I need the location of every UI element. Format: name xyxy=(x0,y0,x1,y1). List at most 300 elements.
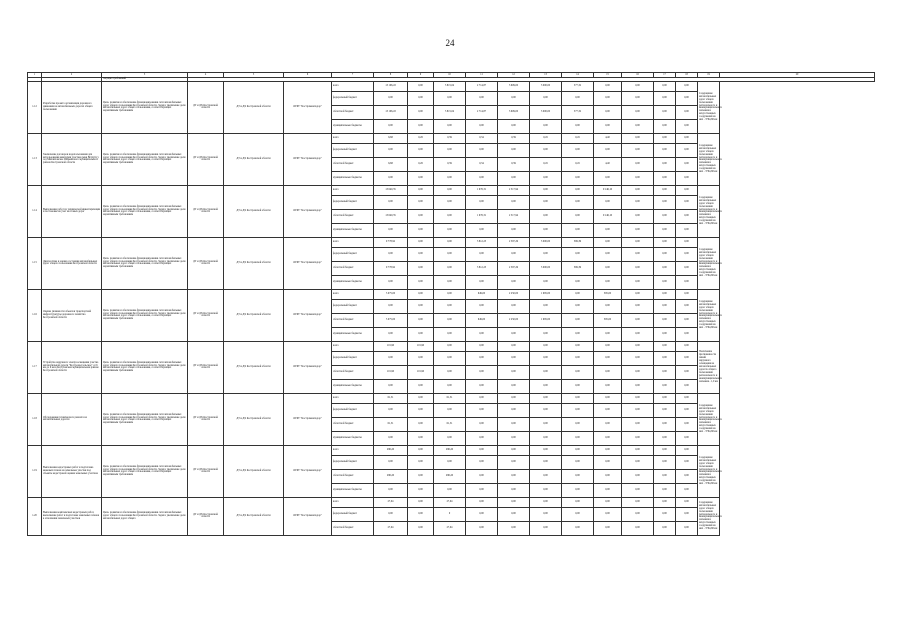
funding-value: 0,00 xyxy=(408,299,434,313)
funding-value: 0,00 xyxy=(622,143,654,157)
funding-source: муниципальные бюджеты xyxy=(332,483,374,497)
funding-value: 0,00 xyxy=(374,327,408,341)
funding-value: 0,00 xyxy=(594,327,622,341)
funding-value: 0,00 xyxy=(594,521,622,535)
funding-value: 0,00 xyxy=(594,341,622,351)
funding-value: 13 640,35 xyxy=(374,185,408,195)
funding-value: 0,00 xyxy=(530,143,562,157)
funding-value: 0,00 xyxy=(498,119,530,133)
funding-value: 0,00 xyxy=(562,223,594,237)
item-number: 1.20 xyxy=(28,497,42,535)
funding-value: 0,00 xyxy=(676,507,698,521)
funding-source: областной бюджет xyxy=(332,521,374,535)
funding-value: 0,00 xyxy=(434,289,466,299)
funding-value: 5 075,00 xyxy=(374,313,408,327)
funding-value: 0,00 xyxy=(676,417,698,431)
funding-value: 3 000,00 xyxy=(530,261,562,275)
item-executor: ДТ и ДХ Костромской области xyxy=(224,341,284,393)
funding-value: 0,00 xyxy=(434,379,466,393)
funding-value: 0 xyxy=(434,507,466,521)
funding-value: 0,00 xyxy=(654,497,676,507)
funding-value: 0,00 xyxy=(622,521,654,535)
funding-source: областной бюджет xyxy=(332,105,374,119)
funding-value: 577,32 xyxy=(562,105,594,119)
funding-value: 0,00 xyxy=(622,327,654,341)
funding-value: 101,90 xyxy=(408,365,434,379)
funding-value: 0,00 xyxy=(562,195,594,209)
funding-value: 0,00 xyxy=(498,445,530,455)
funding-value: 0,00 xyxy=(434,365,466,379)
funding-value: 13 106,43 xyxy=(374,105,408,119)
funding-value: 0,00 xyxy=(594,223,622,237)
column-number-13: 13 xyxy=(530,73,562,78)
funding-value: 0,00 xyxy=(654,275,676,289)
page-number: 24 xyxy=(445,38,455,48)
column-number-20: 20 xyxy=(720,73,875,78)
item-number: 1.17 xyxy=(28,341,42,393)
funding-value: 0,00 xyxy=(676,91,698,105)
column-number-2: 2 xyxy=(42,73,102,78)
funding-value: 0,00 xyxy=(622,365,654,379)
funding-value: 0,00 xyxy=(622,313,654,327)
funding-value: 0,00 xyxy=(622,185,654,195)
item-participant: ОГБУ "Костромаавтодор" xyxy=(284,133,332,185)
funding-value: 0,00 xyxy=(408,223,434,237)
funding-value: 0,34 xyxy=(466,157,498,171)
table-row xyxy=(28,237,875,247)
funding-source: областной бюджет xyxy=(332,157,374,171)
column-number-15: 15 xyxy=(594,73,622,78)
funding-value: 0,00 xyxy=(654,521,676,535)
column-number-18: 18 xyxy=(676,73,698,78)
funding-value: 0,00 xyxy=(562,507,594,521)
funding-value: 0,00 xyxy=(408,119,434,133)
funding-value: 0,00 xyxy=(622,195,654,209)
continuation-text: текущих требований xyxy=(102,78,188,82)
item-goal-task: Цель: развитие и обеспечение функционирования сети автомобильных дорог общего пользования Костромской области. Задача: увеличение доли автомобильных дорог общего пользования, соответствующих нормативным требованиям xyxy=(102,237,188,289)
column-number-16: 16 xyxy=(622,73,654,78)
funding-value: 0,00 xyxy=(498,247,530,261)
funding-value: 0,00 xyxy=(676,341,698,351)
funding-value: 0,00 xyxy=(530,119,562,133)
funding-value: 0,00 xyxy=(408,379,434,393)
funding-value: 0,45 xyxy=(562,157,594,171)
funding-value: 0,00 xyxy=(676,521,698,535)
funding-value: 0,00 xyxy=(594,365,622,379)
funding-value: 0,00 xyxy=(434,91,466,105)
funding-value: 0,00 xyxy=(466,119,498,133)
funding-value: 286,20 xyxy=(434,469,466,483)
column-number-14: 14 xyxy=(562,73,594,78)
funding-value: 0,00 xyxy=(498,275,530,289)
funding-value: 0,00 xyxy=(498,507,530,521)
funding-value: 395,00 xyxy=(594,289,622,299)
item-responsible: ДТ и ДХ Костромской области xyxy=(188,185,224,237)
funding-value: 0,00 xyxy=(562,403,594,417)
item-expected-result: Содержание автомобильных дорог общего пользования регионального и межмуниципального значения и искусственных сооружений на них - 3764,68 км xyxy=(698,133,720,185)
funding-value: 0,00 xyxy=(654,417,676,431)
funding-value: 0,00 xyxy=(498,497,530,507)
funding-value: 0,00 xyxy=(562,341,594,351)
funding-source: федеральный бюджет xyxy=(332,247,374,261)
funding-value: 0,00 xyxy=(466,351,498,365)
column-number-3: 3 xyxy=(102,73,188,78)
funding-value: 0,00 xyxy=(594,247,622,261)
funding-source: муниципальные бюджеты xyxy=(332,431,374,445)
funding-value: 0,00 xyxy=(374,483,408,497)
table-row xyxy=(28,185,875,195)
funding-value: 0,00 xyxy=(408,171,434,185)
item-goal-task: Цель: развитие и обеспечение функционирования сети автомобильных дорог общего пользования Костромской области. Задача: увеличение доли автомобильных дорог общего пользования, соответствующих нормативным требованиям xyxy=(102,445,188,497)
funding-value: 0,00 xyxy=(434,341,466,351)
funding-value: 0,00 xyxy=(466,507,498,521)
funding-source: всего xyxy=(332,185,374,195)
funding-value: 0,00 xyxy=(654,403,676,417)
funding-value: 0,00 xyxy=(530,403,562,417)
funding-value: 0,00 xyxy=(654,237,676,247)
funding-value: 0,00 xyxy=(562,275,594,289)
funding-value: 0,00 xyxy=(654,91,676,105)
funding-value: 0,00 xyxy=(654,157,676,171)
funding-value: 0,00 xyxy=(466,455,498,469)
column-number-11: 11 xyxy=(466,73,498,78)
funding-value: 0,00 xyxy=(434,403,466,417)
funding-value: 369,39 xyxy=(562,237,594,247)
table-row xyxy=(28,81,875,91)
item-executor: ДТ и ДХ Костромской области xyxy=(224,185,284,237)
funding-value: 0,00 xyxy=(530,275,562,289)
funding-value: 0,00 xyxy=(594,445,622,455)
funding-value: 0,00 xyxy=(562,445,594,455)
funding-source: муниципальные бюджеты xyxy=(332,119,374,133)
funding-value: 0,00 xyxy=(676,455,698,469)
funding-value: 0,00 xyxy=(562,171,594,185)
funding-value: 0,00 xyxy=(622,261,654,275)
funding-value: 0,00 xyxy=(654,171,676,185)
funding-value: 0,00 xyxy=(676,497,698,507)
funding-value: 0,00 xyxy=(622,171,654,185)
funding-value: 0,00 xyxy=(654,143,676,157)
funding-value: 0,00 xyxy=(408,521,434,535)
table-row xyxy=(28,497,875,507)
funding-value: 0,00 xyxy=(622,133,654,143)
funding-value: 0,00 xyxy=(622,497,654,507)
funding-value: 0,00 xyxy=(676,261,698,275)
item-number: 1.15 xyxy=(28,237,42,289)
funding-value: 0,45 xyxy=(530,133,562,143)
funding-value: 9 146,10 xyxy=(594,209,622,223)
item-participant: ОГБУ "Костромаавтодор" xyxy=(284,393,332,445)
funding-source: муниципальные бюджеты xyxy=(332,327,374,341)
funding-value: 0,00 xyxy=(434,171,466,185)
funding-value: 0,00 xyxy=(466,483,498,497)
funding-value: 0,00 xyxy=(654,209,676,223)
funding-value: 61,51 xyxy=(374,393,408,403)
item-executor: ДТ и ДХ Костромской области xyxy=(224,81,284,133)
funding-value: 1 995,00 xyxy=(530,289,562,299)
item-name: Выполнение комплексных кадастровых работ, выполнение работ и подготовка земельных планов в отношении земельных участков xyxy=(42,497,102,535)
funding-value: 0,00 xyxy=(654,341,676,351)
funding-value: 0,00 xyxy=(408,261,434,275)
funding-value: 0,00 xyxy=(594,91,622,105)
funding-value: 2 597,29 xyxy=(498,237,530,247)
funding-value: 0,00 xyxy=(562,393,594,403)
funding-value: 0,00 xyxy=(676,143,698,157)
funding-value: 0,00 xyxy=(676,327,698,341)
funding-value: 0,00 xyxy=(434,223,466,237)
funding-value: 61,51 xyxy=(434,393,466,403)
funding-value: 5 815,04 xyxy=(434,105,466,119)
funding-value: 0,00 xyxy=(498,91,530,105)
column-number-6: 6 xyxy=(284,73,332,78)
item-expected-result: Увеличение протяженности линий наружного освещения на автомобильных дорогах общего пользования регионального и межмуниципального значения - 1,0 км xyxy=(698,341,720,393)
funding-value: 0,00 xyxy=(498,327,530,341)
item-responsible: ДТ и ДХ Костромской области xyxy=(188,237,224,289)
funding-value: 0,00 xyxy=(530,379,562,393)
funding-value: 0,00 xyxy=(676,171,698,185)
funding-value: 0,00 xyxy=(654,313,676,327)
funding-value: 0,00 xyxy=(498,483,530,497)
funding-value: 0,00 xyxy=(676,223,698,237)
funding-value: 0,00 xyxy=(434,351,466,365)
item-executor: ДТ и ДХ Костромской области xyxy=(224,289,284,341)
funding-value: 0,00 xyxy=(622,247,654,261)
funding-value: 0,00 xyxy=(676,289,698,299)
funding-source: федеральный бюджет xyxy=(332,91,374,105)
funding-value: 0,00 xyxy=(408,185,434,195)
funding-value: 0,00 xyxy=(654,299,676,313)
funding-value: 0,00 xyxy=(466,521,498,535)
funding-source: федеральный бюджет xyxy=(332,507,374,521)
table-row xyxy=(28,445,875,455)
funding-value: 0,00 xyxy=(434,483,466,497)
funding-value: 0,00 xyxy=(622,209,654,223)
funding-value: 0,00 xyxy=(594,417,622,431)
funding-value: 0,00 xyxy=(466,299,498,313)
funding-value: 4,40 xyxy=(594,133,622,143)
funding-value: 0,00 xyxy=(374,379,408,393)
funding-value: 0,00 xyxy=(434,237,466,247)
funding-value: 0,26 xyxy=(408,133,434,143)
item-executor: ДТ и ДХ Костромской области xyxy=(224,133,284,185)
funding-value: 0,00 xyxy=(408,469,434,483)
funding-value: 2 517,94 xyxy=(498,185,530,195)
item-responsible: ДТ и ДХ Костромской области xyxy=(188,445,224,497)
funding-source: областной бюджет xyxy=(332,261,374,275)
item-number: 1.16 xyxy=(28,289,42,341)
funding-source: всего xyxy=(332,445,374,455)
funding-value: 0,00 xyxy=(654,119,676,133)
funding-value: 0,45 xyxy=(562,133,594,143)
funding-value: 577,32 xyxy=(562,81,594,91)
funding-source: муниципальные бюджеты xyxy=(332,171,374,185)
item-name: Обследование технического ремонта на автомобильных дорогах xyxy=(42,393,102,445)
funding-value: 0,00 xyxy=(654,105,676,119)
funding-value: 0,00 xyxy=(654,379,676,393)
item-name: Разработка проекта организации дорожного движения на автомобильных дорогах общего пользования xyxy=(42,81,102,133)
funding-value: 0,00 xyxy=(408,289,434,299)
funding-value: 27,04 xyxy=(434,521,466,535)
funding-value: 5 815,04 xyxy=(434,81,466,91)
funding-value: 0,00 xyxy=(622,299,654,313)
funding-value: 0,00 xyxy=(466,275,498,289)
funding-source: областной бюджет xyxy=(332,417,374,431)
funding-value: 0,00 xyxy=(622,223,654,237)
funding-value: 0,00 xyxy=(498,379,530,393)
funding-value: 0,00 xyxy=(622,351,654,365)
item-expected-result: Содержание автомобильных дорог общего пользования регионального и межмуниципального значения и искусственных сооружений на них - 3764,68 км xyxy=(698,289,720,341)
funding-value: 0,00 xyxy=(466,143,498,157)
funding-value: 0,00 xyxy=(408,455,434,469)
funding-value: 0,00 xyxy=(676,445,698,455)
funding-value: 395,00 xyxy=(594,313,622,327)
funding-value: 369,39 xyxy=(562,261,594,275)
item-name: Устройство наружного электроосвещения участка автомобильной дороги "Кострома-Сельское" от 6 км до 9 км в Костромском муниципальном районе Костромской области xyxy=(42,341,102,393)
funding-value: 0,00 xyxy=(594,261,622,275)
funding-value: 0,00 xyxy=(676,247,698,261)
funding-source: муниципальные бюджеты xyxy=(332,275,374,289)
funding-value: 0,00 xyxy=(374,507,408,521)
funding-value: 0,00 xyxy=(530,393,562,403)
funding-value: 0,00 xyxy=(530,195,562,209)
funding-value: 0,00 xyxy=(676,157,698,171)
funding-value: 0,00 xyxy=(466,403,498,417)
funding-value: 0,00 xyxy=(654,185,676,195)
funding-value: 0,00 xyxy=(594,237,622,247)
funding-value: 0,00 xyxy=(676,313,698,327)
funding-value: 0,00 xyxy=(530,497,562,507)
item-expected-result: Содержание автомобильных дорог общего пользования регионального и межмуниципального значения и искусственных сооружений на них - 3764,68 км xyxy=(698,81,720,133)
funding-source: федеральный бюджет xyxy=(332,403,374,417)
funding-value: 0,00 xyxy=(654,431,676,445)
funding-value: 0,00 xyxy=(622,237,654,247)
funding-value: 0,00 xyxy=(676,81,698,91)
funding-value: 0,00 xyxy=(374,119,408,133)
funding-value: 0,00 xyxy=(408,403,434,417)
funding-value: 0,00 xyxy=(622,289,654,299)
funding-value: 0,00 xyxy=(676,185,698,195)
funding-value: 0,00 xyxy=(530,185,562,195)
funding-value: 0,00 xyxy=(498,195,530,209)
funding-value: 286,20 xyxy=(374,469,408,483)
funding-value: 27,04 xyxy=(374,497,408,507)
funding-value: 101,90 xyxy=(374,365,408,379)
funding-value: 0,00 xyxy=(498,417,530,431)
item-goal-task: Цель: развитие и обеспечение функционирования сети автомобильных дорог общего пользования Костромской области. Задача: увеличение доли автомобильных дорог общего xyxy=(102,497,188,535)
funding-value: 0,00 xyxy=(408,497,434,507)
funding-value: 0,00 xyxy=(562,299,594,313)
funding-value: 286,20 xyxy=(434,445,466,455)
funding-value: 0,00 xyxy=(676,133,698,143)
funding-value: 3 609,00 xyxy=(498,81,530,91)
funding-value: 0,00 xyxy=(676,365,698,379)
funding-value: 101,90 xyxy=(374,341,408,351)
funding-value: 0,00 xyxy=(466,327,498,341)
funding-value: 2 597,29 xyxy=(498,261,530,275)
funding-value: 0,00 xyxy=(594,275,622,289)
item-goal-task: Цель: развитие и обеспечение функционирования сети автомобильных дорог общего пользования Костромской области. Задача: увеличение доли автомобильных дорог общего пользования, соответствующих нормативным требованиям xyxy=(102,289,188,341)
funding-value: 0,39 xyxy=(434,133,466,143)
funding-value: 0,00 xyxy=(408,393,434,403)
funding-value: 3 812,23 xyxy=(466,261,498,275)
funding-value: 0,00 xyxy=(622,469,654,483)
funding-value: 0,00 xyxy=(466,247,498,261)
funding-source: всего xyxy=(332,133,374,143)
column-number-19: 19 xyxy=(698,73,720,78)
funding-value: 3 000,00 xyxy=(530,81,562,91)
funding-value: 0,00 xyxy=(374,247,408,261)
funding-value: 9 778,92 xyxy=(374,261,408,275)
funding-value: 0,00 xyxy=(530,445,562,455)
funding-value: 0,00 xyxy=(374,275,408,289)
funding-value: 0,00 xyxy=(622,275,654,289)
funding-value: 0,00 xyxy=(562,469,594,483)
funding-value: 0,00 xyxy=(676,209,698,223)
item-goal-task: Цель: развитие и обеспечение функционирования сети автомобильных дорог общего пользования Костромской области. Задача: увеличение доли автомобильных дорог общего пользования, соответствующих нормативным требованиям xyxy=(102,341,188,393)
funding-value: 0,00 xyxy=(530,299,562,313)
funding-source: всего xyxy=(332,497,374,507)
funding-value: 0,00 xyxy=(654,445,676,455)
funding-value: 0,00 xyxy=(530,507,562,521)
item-executor: ДТ и ДХ Костромской области xyxy=(224,445,284,497)
funding-value: 2 714,87 xyxy=(466,105,498,119)
funding-value: 0,00 xyxy=(594,351,622,365)
funding-value: 0,00 xyxy=(562,455,594,469)
funding-value: 0,00 xyxy=(676,237,698,247)
funding-value: 0,00 xyxy=(654,455,676,469)
item-responsible: ДТ и ДХ Костромской области xyxy=(188,497,224,535)
funding-value: 2 714,87 xyxy=(466,81,498,91)
funding-value: 0,00 xyxy=(676,195,698,209)
funding-value: 0,00 xyxy=(408,445,434,455)
funding-value: 0,00 xyxy=(562,185,594,195)
funding-value: 0,00 xyxy=(498,143,530,157)
funding-value: 0,00 xyxy=(498,469,530,483)
funding-value: 0,34 xyxy=(466,133,498,143)
funding-value: 0,00 xyxy=(654,195,676,209)
funding-value: 3 000,00 xyxy=(530,105,562,119)
item-executor: ДТ и ДХ Костромской области xyxy=(224,497,284,535)
funding-value: 0,00 xyxy=(594,105,622,119)
funding-value: 0,00 xyxy=(594,497,622,507)
funding-value: 0,00 xyxy=(622,403,654,417)
item-participant: ОГБУ "Костромаавтодор" xyxy=(284,497,332,535)
item-name: Заключение договоров водопользования для использования акватории участков реки Ветлуги у сел Михайловское Шарьинского муниципального района Костромской области xyxy=(42,133,102,185)
funding-value: 0,39 xyxy=(498,157,530,171)
funding-value: 0,00 xyxy=(654,223,676,237)
funding-value: 286,20 xyxy=(374,445,408,455)
funding-value: 0,00 xyxy=(466,445,498,455)
item-participant: ОГБУ "Костромаавтодор" xyxy=(284,185,332,237)
funding-value: 0,00 xyxy=(654,289,676,299)
funding-value: 13 106,43 xyxy=(374,81,408,91)
funding-value: 0,00 xyxy=(594,507,622,521)
item-responsible: ДТ и ДХ Костромской области xyxy=(188,81,224,133)
funding-value: 0,00 xyxy=(498,365,530,379)
funding-source: муниципальные бюджеты xyxy=(332,379,374,393)
funding-value: 27,04 xyxy=(434,497,466,507)
funding-value: 0,00 xyxy=(622,379,654,393)
table-row xyxy=(28,341,875,351)
funding-value: 0,00 xyxy=(676,299,698,313)
funding-value: 0,00 xyxy=(498,431,530,445)
funding-value: 0,00 xyxy=(622,157,654,171)
item-goal-task: Цель: развитие и обеспечение функционирования сети автомобильных дорог общего пользования Костромской области. Задача: увеличение доли автомобильных дорог общего пользования, соответствующих нормативным требованиям xyxy=(102,81,188,133)
funding-value: 0,00 xyxy=(530,91,562,105)
funding-value: 0,00 xyxy=(466,91,498,105)
item-executor: ДТ и ДХ Костромской области xyxy=(224,237,284,289)
item-expected-result: Содержание автомобильных дорог общего пользования регионального и межмуниципального значения и искусственных сооружений на них - 3764,68 км xyxy=(698,445,720,497)
